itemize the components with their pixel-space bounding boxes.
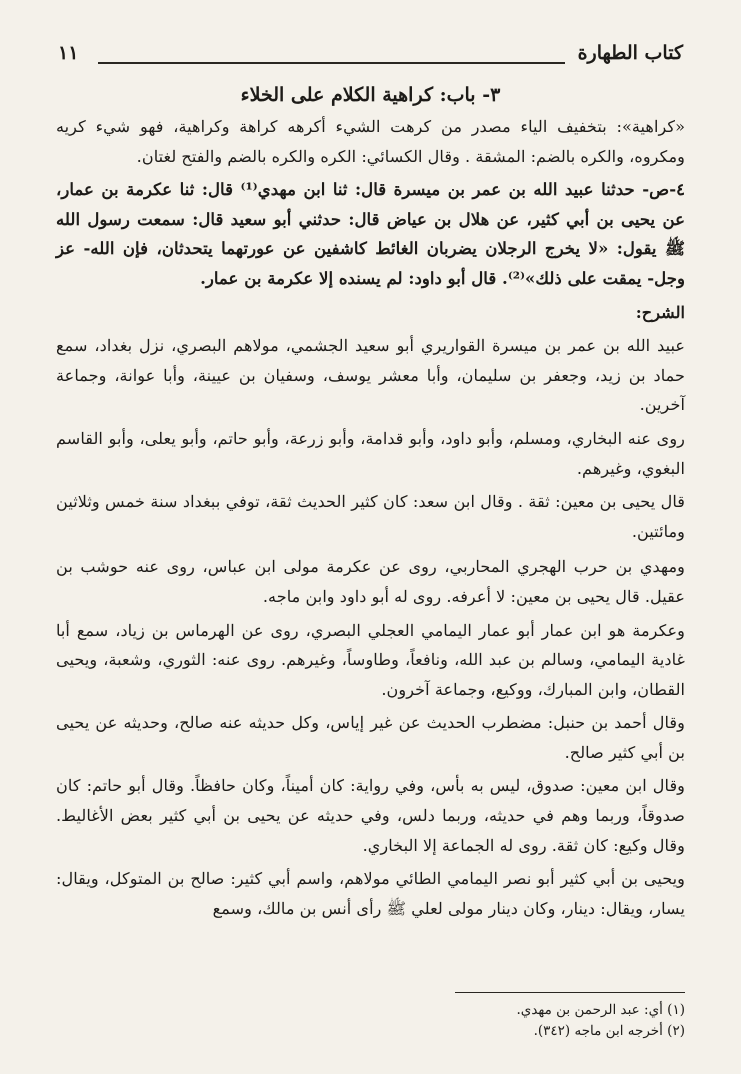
paragraph-ibn-maeen: قال يحيى بن معين: ثقة . وقال ابن سعد: كان كثير الحديث ثقة، توفي ببغداد سنة خمس وثلاثين ومائتين. [56,492,685,541]
running-title: كتاب الطهارة [577,42,683,64]
footnote-rule [455,992,685,993]
paragraph-yahya: ويحيى بن أبي كثير أبو نصر اليمامي الطائي مولاهم، واسم أبي كثير: صالح بن المتوكل، ويقال: يسار، ويقال: دينار، وكان دينار مولى لعلي ﷺ رأى أنس بن مالك، وسمع [56,869,685,918]
commentary-label: الشرح: [635,302,685,322]
paragraph-hadith: ٤-ص- حدثنا عبيد الله بن عمر بن ميسرة قال: ثنا ابن مهدي⁽¹⁾ قال: ثنا عكرمة بن عمار، عن يحيى بن أبي كثير، عن هلال بن عياض قال: حدثني أبو سعيد قال: سمعت رسول الله ﷺ يقول: «لا يخرج الرجلان يضربان الغائط كاشفين عن عورتهما يتحدثان، فإن الله- عز وجل- يمقت على ذلك»⁽²⁾. قال أبو داود: لم يسنده إلا عكرمة بن عمار. [56,179,685,288]
footnote-2: (٢) أخرجه ابن ماجه (٣٤٢). [533,1023,685,1039]
section-heading: ٣- باب: كراهية الكلام على الخلاء [240,84,501,106]
page-body [56,80,685,927]
header-rule [98,62,565,64]
paragraph-mahdi: ومهدي بن حرب الهجري المحاربي، روى عن عكرمة مولى ابن عباس، روى عنه حوشب بن عقيل. قال يحيى بن معين: لا أعرفه. روى له أبو داود وابن ماجه. [56,557,685,606]
paragraph-ibn-maeen-2: وقال ابن معين: صدوق، ليس به بأس، وفي رواية: كان أميناً، وكان حافظاً. وقال أبو حاتم: كان صدوقاً، وربما وهم في حديثه، وربما دلس، وفي حديثه عن يحيى بن أبي كثير بعض الأغاليط. وقال وكيع: كان ثقة. روى له الجماعة إلا البخاري. [56,776,685,855]
footnotes [56,1000,685,1042]
paragraph-ahmad: وقال أحمد بن حنبل: مضطرب الحديث عن غير إياس، وكل حديثه عنه صالح، وحديثه عن يحيى بن أبي كثير صالح. [56,713,685,762]
paragraph-ikrima: وعكرمة هو ابن عمار أبو عمار اليمامي العجلي البصري، روى عن الهرماس بن زياد، سمع أبا غادية اليمامي، وسالم بن عبد الله، ونافعاً، وطاوساً، وغيرهم. روى عنه: الثوري، وشعبة، ويحيى القطان، وابن المبارك، ووكيع، وجماعة آخرون. [56,620,685,699]
paragraph-narrator-ubaydullah: عبيد الله بن عمر بن ميسرة القواريري أبو سعيد الجشمي، مولاهم البصري، نزل بغداد، سمع حماد بن زيد، وجعفر بن سليمان، وأبا معشر يوسف، وسفيان بن عيينة، وأبا عوانة، وجماعة آخرين. [56,336,685,415]
paragraph-definition: «كراهية»: بتخفيف الياء مصدر من كرهت الشيء أكرهه كراهة وكراهية، فهو شيء كريه ومكروه، والكره بالضم: المشقة . وقال الكسائي: الكره والكره بالضم والفتح لغتان. [56,117,685,166]
page-number: ١١ [58,42,79,64]
footnote-1: (١) أي: عبد الرحمن بن مهدي. [516,1002,685,1018]
page-header [58,42,683,72]
paragraph-narrators-from: روى عنه البخاري، ومسلم، وأبو داود، وأبو قدامة، وأبو زرعة، وأبو حاتم، وأبو يعلى، وأبو القاسم البغوي، وغيرهم. [56,428,685,478]
